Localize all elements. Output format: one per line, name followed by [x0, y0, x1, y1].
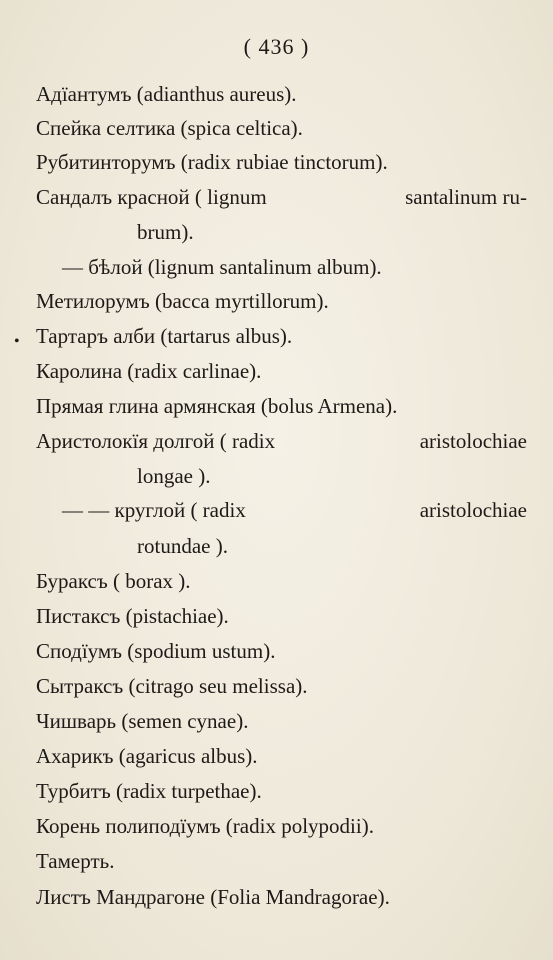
- entry-aristoloch-long: [36, 427, 527, 455]
- entry-santal-white: — бѣлой (lignum santalinum album).: [62, 255, 382, 279]
- entry-tamert: Тамерть.: [36, 849, 115, 873]
- entry-borax: Бураксъ ( borax ).: [36, 569, 191, 593]
- entry-adiantum: Адїантумъ (adianthus aureus).: [36, 82, 297, 106]
- entry-polypody: Корень полиподїумъ (radix polypodii).: [36, 814, 374, 838]
- entry-myrtill: Метилорумъ (bacca myrtillorum).: [36, 289, 329, 313]
- entry-cynae: Чишварь (semen cynae).: [36, 709, 249, 733]
- entry-santal-red-a: Сандалъ красной ( lignum: [36, 185, 267, 209]
- entry-rubia: Рубитинторумъ (radix rubiae tinctorum).: [36, 150, 388, 174]
- entry-aristoloch-round-a: — — круглой ( radix: [62, 498, 246, 522]
- entry-aristoloch-round-cont: rotundae ).: [137, 534, 228, 558]
- margin-dot: •: [14, 333, 20, 350]
- entry-santal-red-b: santalinum ru-: [405, 185, 527, 209]
- entry-agaricus: Ахарикъ (agaricus albus).: [36, 744, 258, 768]
- entry-citrago: Сытраксъ (citrago seu melissa).: [36, 674, 308, 698]
- entry-aristoloch-round: [62, 496, 527, 524]
- entry-aristoloch-long-b: aristolochiae: [419, 429, 527, 453]
- page-number: ( 436 ): [243, 34, 310, 59]
- entry-pistachio: Пистаксъ (pistachiae).: [36, 604, 229, 628]
- entry-spica: Спейка селтика (spica celtica).: [36, 116, 303, 140]
- entry-tartar: Тартаръ алби (tartarus albus).: [36, 324, 293, 348]
- entry-aristoloch-long-cont: longae ).: [137, 464, 211, 488]
- entry-bolus: Прямая глина армянская (bolus Armena).: [36, 394, 398, 418]
- entry-carlina: Каролина (radix carlinae).: [36, 359, 262, 383]
- entry-mandragora: Листъ Мандрагоне (Folia Mandragorae).: [36, 885, 390, 909]
- entry-aristoloch-long-a: Аристолокїя долгой ( radix: [36, 429, 276, 453]
- entry-spodium: Сподїумъ (spodium ustum).: [36, 639, 276, 663]
- entry-santal-red: [36, 183, 527, 211]
- entry-santal-red-cont: brum).: [137, 220, 194, 244]
- entry-aristoloch-round-b: aristolochiae: [419, 498, 527, 522]
- entry-turpeth: Турбитъ (radix turpethae).: [36, 779, 262, 803]
